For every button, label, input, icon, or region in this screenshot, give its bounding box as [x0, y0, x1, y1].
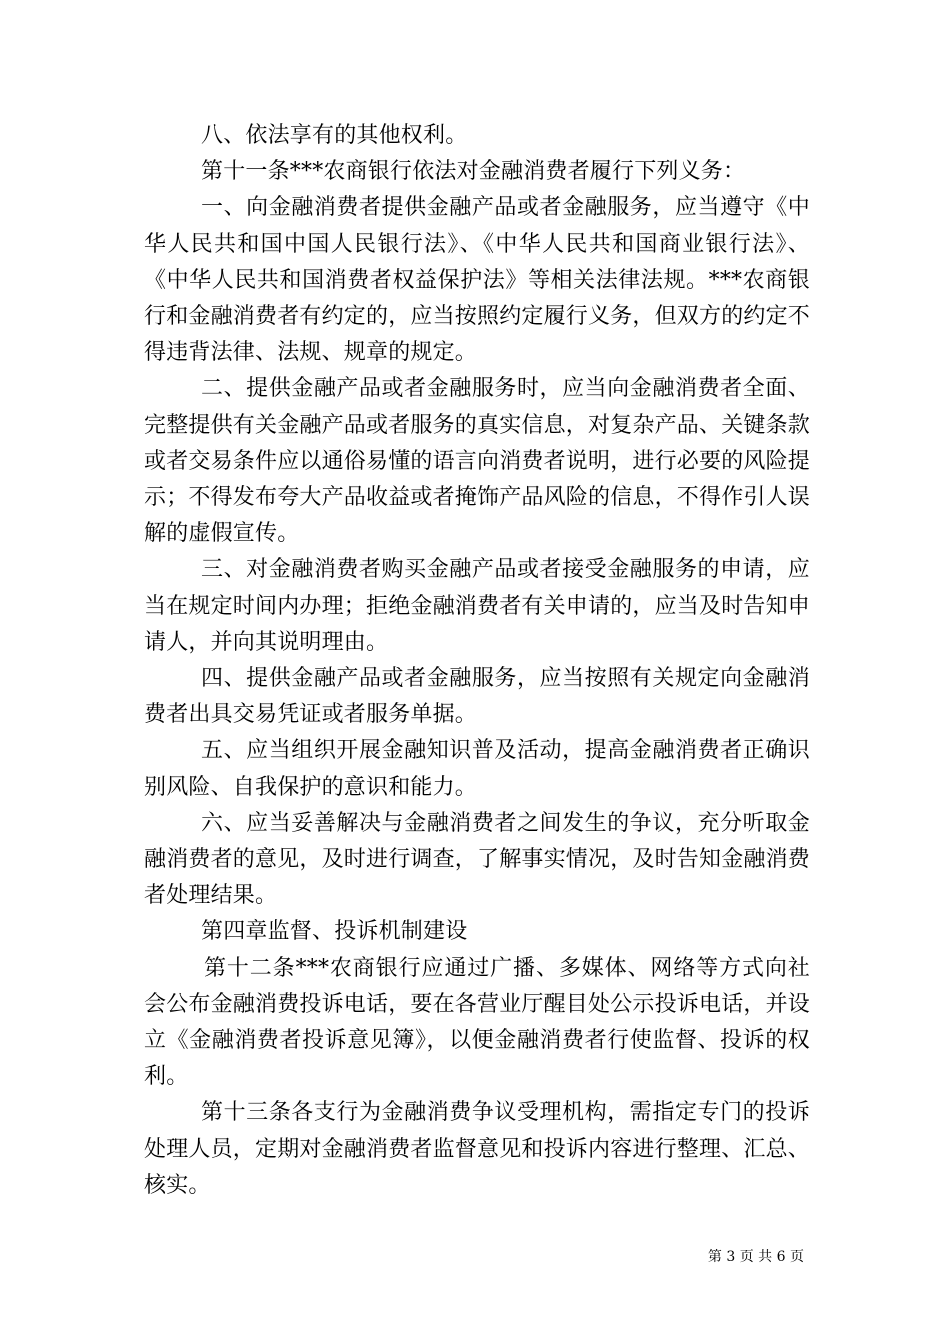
- paragraph-article-13: 第十三条各支行为金融消费争议受理机构，需指定专门的投诉处理人员，定期对金融消费者监督意见和投诉内容进行整理、汇总、核实。: [144, 1100, 811, 1198]
- chapter-heading: 第四章监督、投诉机制建设: [201, 919, 468, 945]
- document-body: [144, 118, 810, 1204]
- paragraph-article-11: 第十一条***农商银行依法对金融消费者履行下列义务：: [201, 159, 746, 185]
- paragraph-duty-3: 三、对金融消费者购买金融产品或者接受金融服务的申请，应当在规定时间内办理；拒绝金融消费者有关申请的，应当及时告知申请人，并向其说明理由。: [144, 557, 811, 655]
- paragraph-right-8: 八、依法享有的其他权利。: [201, 123, 468, 148]
- page-number-footer: 第 3 页 共 6 页: [707, 1249, 804, 1265]
- paragraph-duty-1: 一、向金融消费者提供金融产品或者金融服务，应当遵守《中华人民共和国中国人民银行法》、《中华人民共和国商业银行法》、《中华人民共和国消费者权益保护法》等相关法律法规。***农商银行和金融消费者有约定的，应当按照约定履行义务，但双方的约定不得违背法律、法规、规章的规定。: [144, 195, 811, 366]
- paragraph-duty-2: 二、提供金融产品或者金融服务时，应当向金融消费者全面、完整提供有关金融产品或者服务的真实信息，对复杂产品、关键条款或者交易条件应以通俗易懂的语言向消费者说明，进行必要的风险提示；不得发布夸大产品收益或者掩饰产品风险的信息，不得作引人误解的虚假宣传。: [144, 376, 811, 547]
- paragraph-duty-4: 四、提供金融产品或者金融服务，应当按照有关规定向金融消费者出具交易凭证或者服务单据。: [144, 666, 810, 728]
- paragraph-article-12: 第十二条***农商银行应通过广播、多媒体、网络等方式向社会公布金融消费投诉电话，要在各营业厅醒目处公示投诉电话，并设立《金融消费者投诉意见簿》，以便金融消费者行使监督、投诉的权利。: [144, 955, 811, 1090]
- paragraph-duty-5: 五、应当组织开展金融知识普及活动，提高金融消费者正确识别风险、自我保护的意识和能力。: [144, 738, 810, 800]
- paragraph-duty-6: 六、应当妥善解决与金融消费者之间发生的争议，充分听取金融消费者的意见，及时进行调查，了解事实情况，及时告知金融消费者处理结果。: [144, 810, 811, 909]
